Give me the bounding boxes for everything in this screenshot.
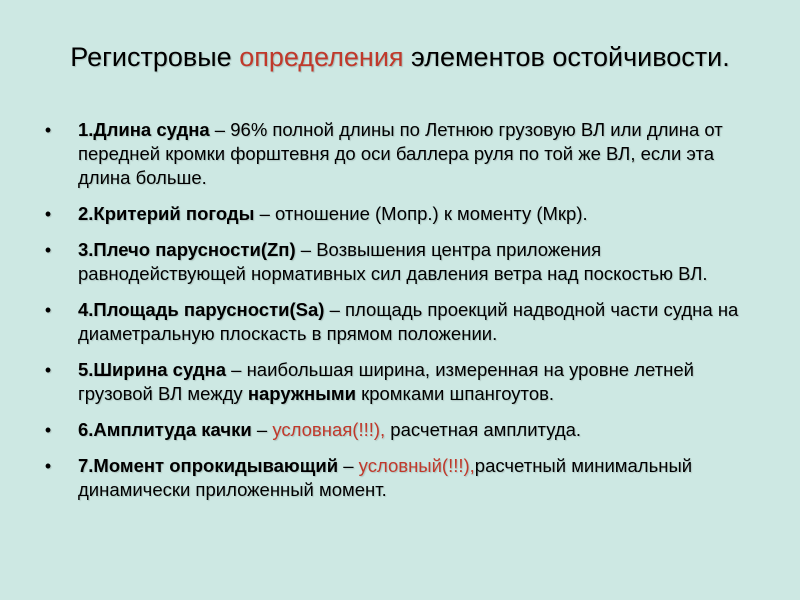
bullet-item-5 xyxy=(40,358,760,406)
bullet-term: 4.Площадь парусности(Sa) xyxy=(78,299,325,320)
bullet-item-1 xyxy=(40,118,760,190)
bullet-text-after: расчетная амплитуда. xyxy=(385,419,582,440)
bullet-text-before: – наибольшая ширина, измеренная на уровне летней грузовой ВЛ между xyxy=(78,359,694,404)
bullet-term: 7.Момент опрокидывающий xyxy=(78,455,339,476)
slide-title xyxy=(60,38,740,76)
bullet-text: – площадь проекций надводной части судна на диаметральную плоскасть в прямом положении. xyxy=(78,299,739,344)
bullet-text: – Возвышения центра приложения равнодействующей нормативных сил давления ветра над поскостью ВЛ. xyxy=(78,239,708,284)
bullet-term: 2.Критерий погоды xyxy=(78,203,255,224)
bullet-text-after: кромками шпангоутов. xyxy=(356,383,555,404)
bullet-highlight: условная(!!!), xyxy=(272,419,386,440)
bullet-text-before: – xyxy=(338,455,359,476)
bullet-list xyxy=(40,118,760,514)
bullet-text-after: расчетный минимальный динамически приложенный момент. xyxy=(78,455,693,500)
bullet-dot: • xyxy=(44,360,52,380)
bullet-dot: • xyxy=(44,300,52,320)
bullet-text-before: – xyxy=(251,419,273,440)
title-accent: определения xyxy=(239,42,404,72)
bullet-bold-inline: наружными xyxy=(247,383,356,404)
title-part2: элементов остойчивости. xyxy=(403,42,730,72)
bullet-term: 6.Амплитуда качки xyxy=(78,419,252,440)
bullet-item-6 xyxy=(40,418,760,442)
bullet-dot: • xyxy=(44,456,52,476)
bullet-text: – 96% полной длины по Летнюю грузовую ВЛ или длина от передней кромки форштевня до оси баллера руля по той же ВЛ, если эта длина больше. xyxy=(78,119,723,188)
bullet-item-4 xyxy=(40,298,760,346)
bullet-highlight: условный(!!!), xyxy=(358,455,475,476)
title-part1: Регистровые xyxy=(70,42,240,72)
bullet-dot: • xyxy=(44,204,52,224)
bullet-item-7 xyxy=(40,454,760,502)
bullet-dot: • xyxy=(44,120,52,140)
bullet-item-2 xyxy=(40,202,760,226)
bullet-text: – отношение (Мопр.) к моменту (Мкр). xyxy=(254,203,588,224)
bullet-dot: • xyxy=(44,420,52,440)
bullet-dot: • xyxy=(44,240,52,260)
bullet-term: 3.Плечо парусности(Zп) xyxy=(78,239,296,260)
bullet-item-3 xyxy=(40,238,760,286)
bullet-term: 5.Ширина судна xyxy=(78,359,226,380)
bullet-term: 1.Длина судна xyxy=(78,119,210,140)
